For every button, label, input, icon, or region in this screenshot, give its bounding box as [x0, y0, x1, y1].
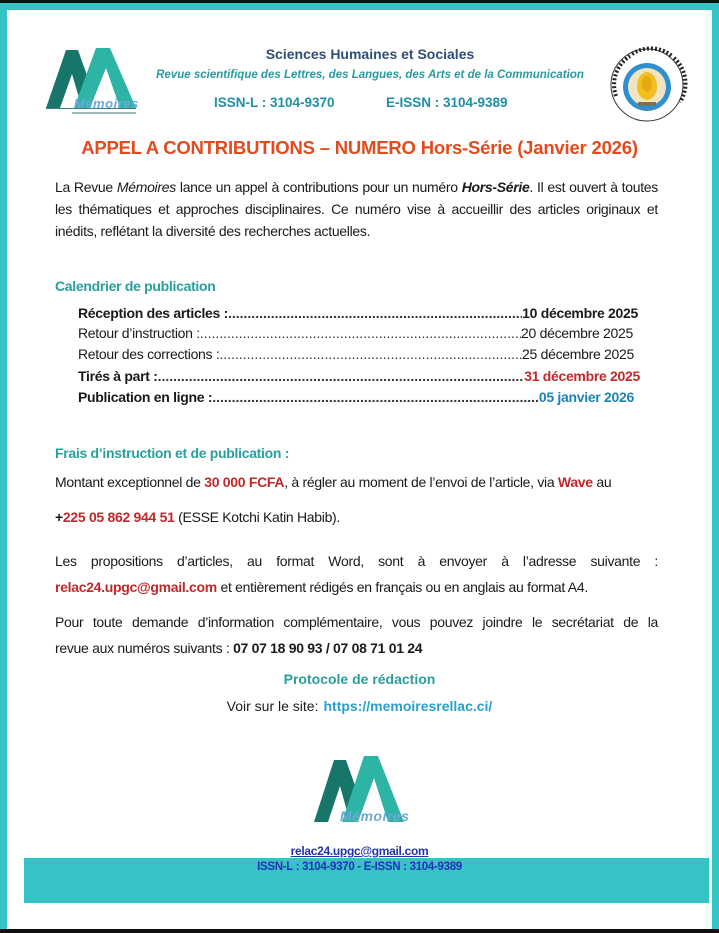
calendar-date: 25 décembre 2025	[522, 346, 634, 362]
submission-line-2	[55, 576, 658, 598]
university-seal	[600, 44, 694, 131]
calendar-date: 05 janvier 2026	[538, 389, 634, 405]
website-link[interactable]: https://memoiresrellac.ci/	[323, 698, 493, 714]
phone-prefix: +	[55, 509, 63, 525]
fees-line-1	[55, 471, 658, 493]
journal-name: Mémoires	[116, 179, 176, 195]
payment-phone: 225 05 862 944 51	[62, 509, 175, 525]
calendar-row-online	[78, 389, 634, 409]
calendar-label: Tirés à part :	[78, 368, 158, 384]
calendar-label: Réception des articles :	[78, 305, 228, 321]
leader-dots	[212, 389, 539, 405]
calendar-row-offprints	[78, 368, 640, 388]
intro-paragraph	[55, 176, 658, 242]
contact-line-2	[55, 637, 658, 659]
intro-text-1: La Revue	[55, 179, 117, 195]
leader-dots	[228, 305, 522, 321]
leader-dots	[158, 368, 525, 384]
journal-subtitle: Revue scientifique des Lettres, des Langues, des Arts et de la Communication	[156, 69, 584, 81]
logo-wordmark: Mémoires	[74, 96, 139, 111]
calendar-heading: Calendrier de publication	[55, 278, 216, 294]
payment-recipient: (ESSE Kotchi Katin Habib).	[174, 509, 341, 525]
submission-email-link[interactable]: relac24.upgc@gmail.com	[55, 579, 217, 595]
contact-line-1: Pour toute demande d’information complémentaire, vous pouvez joindre le secrétariat de la	[55, 614, 658, 630]
fees-text: , à régler au moment de l’envoi de l’article, via	[284, 474, 558, 490]
calendar-date: 10 décembre 2025	[522, 305, 638, 321]
memoires-logo	[44, 44, 138, 120]
calendar-row-reception	[78, 305, 638, 325]
calendar-date: 20 décembre 2025	[521, 325, 633, 341]
logo-tagline-line	[72, 112, 136, 114]
contact-phones: 07 07 18 90 93 / 07 08 71 01 24	[233, 640, 423, 656]
protocol-site-line	[0, 698, 719, 714]
contact-text: revue aux numéros suivants :	[55, 640, 234, 656]
calendar-row-corrections	[78, 346, 634, 366]
calendar-label: Retour d’instruction :	[78, 325, 200, 341]
submission-text: et entièrement rédigés en français ou en anglais au format A4.	[216, 579, 588, 595]
fees-amount: 30 000 FCFA	[204, 474, 285, 490]
issue-type: Hors-Série	[461, 179, 530, 195]
fees-text: Montant exceptionnel de	[55, 474, 205, 490]
fees-text: au	[592, 474, 612, 490]
e-issn: E-ISSN : 3104-9389	[386, 95, 508, 110]
intro-text-2: lance un appel à contributions pour un numéro	[175, 179, 462, 195]
leader-dots	[200, 325, 521, 341]
calendar-label: Retour des corrections :	[78, 346, 220, 362]
submission-line-1: Les propositions d’articles, au format Word, sont à envoyer à l’adresse suivante :	[55, 553, 658, 569]
footer-issn: ISSN-L : 3104-9370 - E-ISSN : 3104-9389	[257, 861, 462, 873]
protocol-heading: Protocole de rédaction	[283, 671, 436, 687]
footer-email-link[interactable]: relac24.upgc@gmail.com	[290, 844, 429, 858]
intro-text-3: . Il est ouvert à toutes les thématiques et approches disciplinaires. Ce numéro vise à accueillir des articles originaux et inédits, reflétant la diversité des recherches actuelles.	[55, 179, 658, 239]
fees-heading: Frais d’instruction et de publication :	[55, 445, 290, 461]
fees-line-2	[55, 506, 658, 528]
leader-dots	[219, 346, 522, 362]
university-seal-icon	[600, 44, 694, 126]
footer-logo-wordmark: Mémoires	[340, 808, 410, 824]
calendar-row-instruction	[78, 325, 633, 345]
frame-border-top	[0, 3, 719, 10]
payment-method: Wave	[557, 474, 593, 490]
journal-field: Sciences Humaines et Sociales	[265, 46, 475, 62]
bottom-edge	[0, 929, 719, 933]
see-site-label: Voir sur le site:	[226, 698, 319, 714]
call-title: APPEL A CONTRIBUTIONS – NUMERO Hors-Série (Janvier 2026)	[81, 137, 638, 158]
issn-l: ISSN-L : 3104-9370	[214, 95, 335, 110]
calendar-label: Publication en ligne :	[78, 389, 213, 405]
calendar-date: 31 décembre 2025	[524, 368, 640, 384]
footer-memoires-logo	[312, 752, 410, 828]
